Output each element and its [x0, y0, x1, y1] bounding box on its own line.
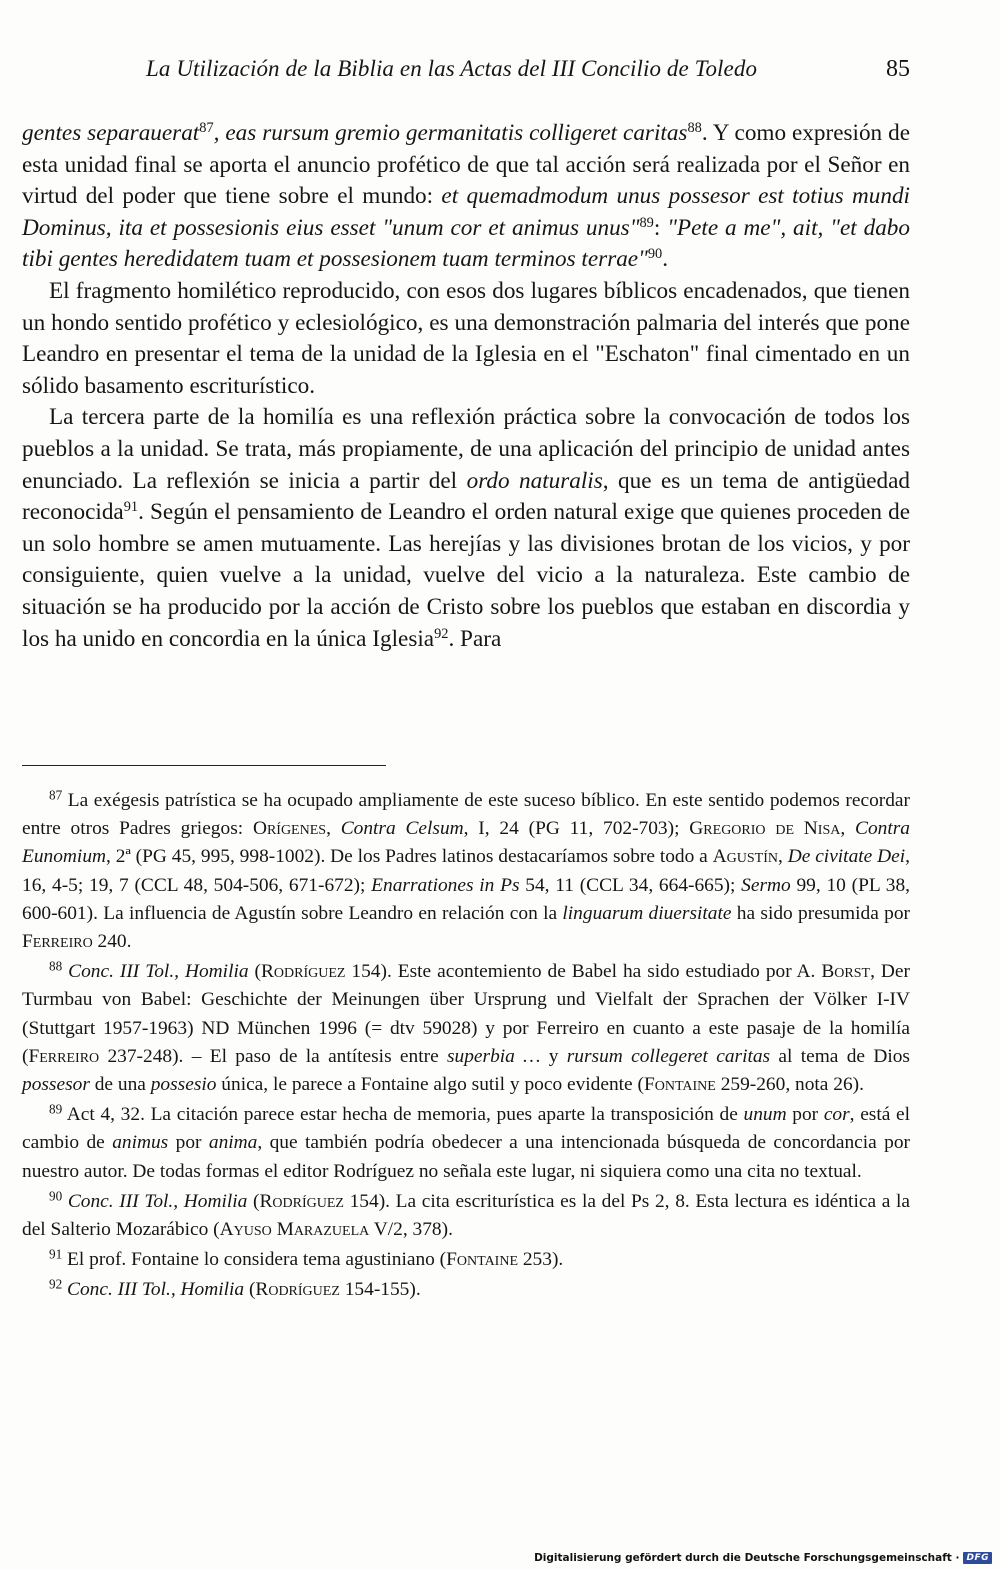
- latin-term: possesor: [22, 1074, 90, 1096]
- latin-term: cor: [823, 1104, 850, 1126]
- latin-term: rursum collegeret caritas: [566, 1045, 771, 1067]
- footnote-ref-87[interactable]: 87: [199, 120, 214, 137]
- footnote-number: 92: [49, 1276, 63, 1292]
- footnote-number: 91: [49, 1246, 63, 1262]
- text-run: ,: [778, 846, 788, 868]
- text-run: 259-260, nota 26).: [715, 1074, 864, 1096]
- main-text: [22, 118, 910, 655]
- text-run: La tercera parte de la homilía es una reflexión práctica sobre la convocación de todos los pueblos a la unidad. Se trata, más propiamente, de una aplicación del principio de unidad antes enunciado. La reflexión se inicia a partir del: [22, 404, 910, 494]
- text-run: 253).: [518, 1249, 564, 1271]
- work-title: Contra Celsum: [340, 818, 464, 840]
- footnote-ref-91[interactable]: 91: [123, 499, 139, 516]
- footnote-89: [22, 1101, 910, 1186]
- text-run: 237-248). – El paso de la antítesis entre: [99, 1045, 447, 1067]
- paragraph-1: [22, 118, 910, 276]
- author-name: Orígenes: [252, 818, 327, 840]
- footnote-separator: [22, 765, 386, 766]
- work-title: Enarrationes in Ps: [371, 874, 520, 896]
- page-number: 85: [886, 56, 910, 82]
- work-title: De civitate Dei: [787, 846, 906, 868]
- footnote-ref-88[interactable]: 88: [687, 120, 702, 137]
- latin-quote: gentes separauerat: [22, 120, 200, 146]
- text-run: de una: [89, 1074, 151, 1096]
- latin-term: possesio: [150, 1074, 217, 1096]
- text-run: , 16, 4-5; 19, 7 (CCL 48, 504-506, 671-672);: [22, 846, 910, 896]
- author-name: Fontaine: [446, 1249, 519, 1271]
- latin-term: linguarum diuersitate: [562, 902, 732, 924]
- text-run: Act 4, 32. La citación parece estar hecha de memoria, pues aparte la transposición de: [66, 1104, 744, 1126]
- work-title: Conc. III Tol., Homilia: [67, 1190, 248, 1212]
- footnote-ref-89[interactable]: 89: [639, 214, 654, 231]
- text-run: (: [244, 1279, 256, 1301]
- text-run: La exégesis patrística se ha ocupado ampliamente de este suceso bíblico. En este sentido podemos recordar entre otros Padres griegos:: [22, 790, 910, 840]
- text-run: por: [168, 1132, 209, 1154]
- footnotes: [22, 787, 910, 1307]
- latin-quote: , eas rursum gremio germanitatis colligeret caritas: [213, 120, 688, 146]
- author-name: Rodríguez: [255, 1279, 340, 1301]
- latin-term: anima: [208, 1132, 258, 1154]
- work-title: Conc. III Tol., Homilia: [67, 1279, 245, 1301]
- footnote-number: 90: [49, 1188, 63, 1204]
- text-run: :: [653, 214, 668, 241]
- author-name: Ferreiro: [22, 931, 93, 953]
- text-run: V/2, 378).: [369, 1219, 453, 1241]
- latin-term: ordo naturalis: [466, 467, 603, 494]
- text-run: 240.: [92, 931, 132, 953]
- paragraph-3: [22, 402, 910, 655]
- text-run: 99, 10 (PL 38, 600-601). La influencia de Agustín sobre Leandro en relación con la: [22, 874, 911, 924]
- footnote-number: 88: [49, 958, 63, 974]
- text-run: 154-155).: [339, 1279, 421, 1301]
- footnote-88: [22, 958, 910, 1099]
- author-name: Rodríguez: [260, 961, 346, 983]
- work-title: Conc. III Tol., Homilia: [68, 961, 249, 983]
- work-title: Sermo: [741, 874, 791, 896]
- text-run: . Para: [448, 625, 502, 652]
- text-run: y: [548, 1045, 567, 1067]
- credit-text: Digitalisierung gefördert durch die Deutsche Forschungsgemeinschaft ·: [534, 1552, 960, 1564]
- text-run: , 2ª (PG 45, 995, 998-1002). De los Padres latinos destacaríamos sobre todo a: [106, 846, 713, 868]
- text-run: . Y como expresión de esta unidad final se aporta el anuncio profético de que tal acción será realizada por el Señor en virtud del poder que tiene sobre el mundo:: [22, 120, 910, 210]
- text-run: (: [248, 961, 261, 983]
- author-name: Ayuso Marazuela: [219, 1219, 370, 1241]
- text-run: ,: [326, 818, 341, 840]
- footnote-90: [22, 1188, 910, 1244]
- text-run: , que también podría obedecer a una intencionada búsqueda de concordancia por nuestro autor. De todas formas el editor Rodríguez no señala este lugar, ni siquiera como una cita no textual.: [22, 1132, 910, 1182]
- author-name: Fontaine: [643, 1074, 716, 1096]
- dfg-logo: DFG: [963, 1552, 992, 1564]
- text-run: , I, 24 (PG 11, 702-703);: [463, 818, 690, 840]
- footnote-87: [22, 787, 910, 956]
- author-name: Ferreiro: [28, 1045, 100, 1067]
- text-run: única, le parece a Fontaine algo sutil y poco evidente (: [216, 1074, 644, 1096]
- paragraph-2: El fragmento homilético reproducido, con esos dos lugares bíblicos encadenados, que tienen un hondo sentido profético y eclesiológico, es una demonstración palmaria del interés que pone Leandro en presentar el tema de la unidad de la Iglesia en el "Eschaton" final cimentado en un sólido basamento escriturístico.: [22, 277, 910, 399]
- running-header: [22, 56, 910, 92]
- latin-term: animus: [112, 1132, 169, 1154]
- text-run: . Según el pensamiento de Leandro el orden natural exige que quienes proceden de un solo hombre se amen mutuamente. Las herejías y las divisiones brotan de los vicios, y por consiguiente, quien vuelve a la unidad, vuelve del vicio a la naturaleza. Este cambio de situación se ha producido por la acción de Cristo sobre los pueblos que estaban en discordia y los ha unido en concordia en la única Iglesia: [22, 499, 910, 652]
- text-run: por: [786, 1104, 824, 1126]
- footnote-92: [22, 1276, 910, 1304]
- author-name: Borst: [821, 961, 871, 983]
- text-run: al tema de Dios: [770, 1045, 910, 1067]
- text-run: El prof. Fontaine lo considera tema agustiniano (: [67, 1249, 447, 1271]
- author-name: Gregorio de Nisa: [689, 818, 841, 840]
- text-run: , que es un tema de antigüedad reconocida: [22, 467, 910, 526]
- latin-quote: "Pete a me", ait, "et dabo tibi gentes heredidatem tuam et possesionem tuam terminos terrae": [22, 214, 910, 273]
- footnote-number: 89: [49, 1101, 63, 1117]
- latin-term: superbia …: [447, 1045, 549, 1067]
- text-run: 154). La cita escriturística es la del Ps 2, 8. Esta lectura es idéntica a la del Salterio Mozarábico (: [22, 1190, 910, 1241]
- text-run: .: [662, 246, 669, 273]
- text-run: ,: [840, 818, 856, 840]
- text-run: ha sido presumida por: [731, 902, 910, 924]
- author-name: Rodríguez: [259, 1190, 344, 1212]
- text-run: 154). Este acontemiento de Babel ha sido estudiado por A.: [345, 961, 822, 983]
- text-run: , está el cambio de: [22, 1104, 911, 1154]
- latin-term: unum: [743, 1104, 787, 1126]
- footnote-91: [22, 1246, 910, 1274]
- running-title: La Utilización de la Biblia en las Actas del III Concilio de Toledo: [146, 56, 758, 81]
- work-title: Contra Eunomium: [22, 818, 910, 868]
- footnote-ref-90[interactable]: 90: [647, 246, 663, 263]
- text-run: 54, 11 (CCL 34, 664-665);: [519, 874, 742, 896]
- digitization-credit: [534, 1550, 992, 1566]
- footnote-number: 87: [49, 787, 63, 803]
- author-name: Agustín: [712, 846, 778, 868]
- latin-quote: et quemadmodum unus possesor est totius mundi Dominus, ita et possesionis eius esset "unum cor et animus unus": [22, 183, 910, 241]
- footnote-ref-92[interactable]: 92: [434, 625, 449, 642]
- text-run: (: [247, 1190, 260, 1212]
- text-run: , Der Turmbau von Babel: Geschichte der Meinungen über Ursprung und Vielfalt der Sprachen der Völker I-IV (Stuttgart 1957-1963) ND München 1996 (= dtv 59028) y por Ferreiro en cuanto a este pasaje de la homilía (: [22, 961, 910, 1067]
